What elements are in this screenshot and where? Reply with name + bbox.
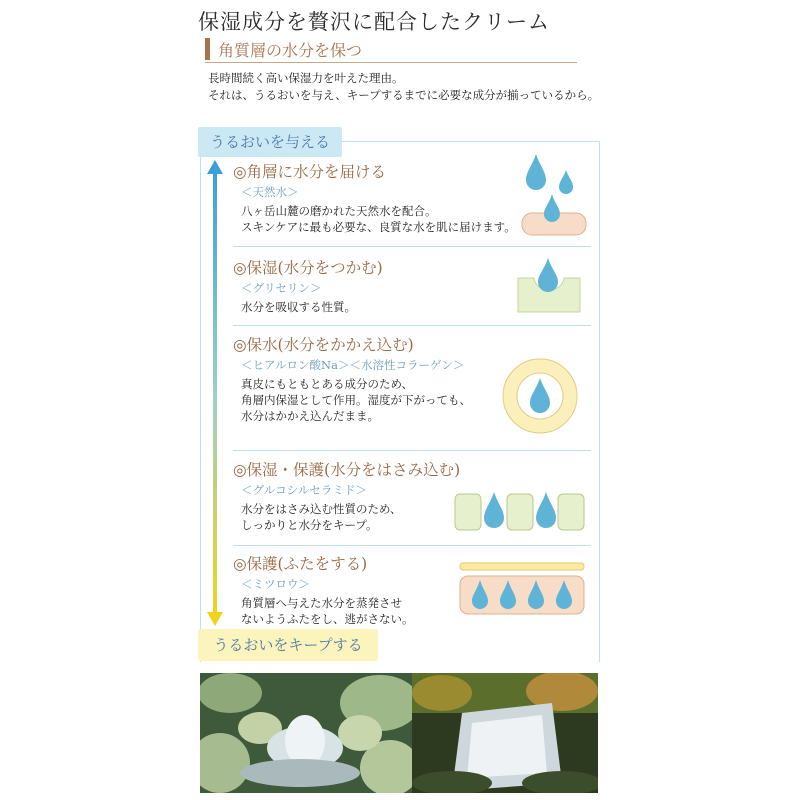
section-title: ◎保水(水分をかかえ込む) [233, 336, 414, 354]
section-divider [233, 246, 591, 247]
section-glycerin [233, 256, 383, 315]
nature-photos [200, 673, 598, 793]
intro-line-1: 長時間続く高い保湿力を叶えた理由。 [208, 71, 404, 85]
section-description [241, 501, 460, 533]
section-description [241, 595, 414, 627]
section-divider [233, 450, 591, 451]
ingredient-label: ＜グルコシルセラミド＞ [241, 483, 367, 497]
hyaluronic-ring-illustration [500, 356, 580, 436]
ingredient-label: ＜ミツロウ＞ [241, 577, 310, 591]
intro-line-2: それは、うるおいを与え、キープするまでに必要な成分が揃っているから。 [208, 88, 600, 102]
section-divider [233, 325, 591, 326]
section-divider [233, 545, 591, 546]
description-line: 水分をはさみ込む性質のため、 [241, 502, 402, 516]
section-header [205, 36, 577, 63]
description-line: 角層内保湿として作用。湿度が下がっても、 [241, 393, 471, 407]
section-header-title: 角質層の水分を保つ [218, 41, 363, 60]
description-line: スキンケアに最も必要な、良質な水を肌に届けます。 [241, 220, 516, 234]
section-beeswax [233, 552, 414, 627]
description-line: 八ヶ岳山麓の磨かれた天然水を配合。 [241, 204, 437, 218]
section-title: ◎保湿(水分をつかむ) [233, 259, 383, 277]
label-keep-moisture: うるおいをキープする [198, 629, 378, 661]
section-description [241, 299, 383, 315]
beeswax-lid-illustration [458, 560, 586, 618]
description-line: 角質層へ与えた水分を蒸発させ [241, 596, 402, 610]
section-description [241, 203, 516, 235]
description-line: 水分はかかえ込んだまま。 [241, 409, 379, 423]
description-line: しっかりと水分をキープ。 [241, 518, 378, 532]
section-title: ◎保湿・保護(水分をはさみ込む) [233, 461, 461, 479]
header-accent-bar [205, 38, 210, 60]
description-line: 水分を吸収する性質。 [241, 300, 356, 314]
ingredient-label: ＜グリセリン＞ [241, 281, 322, 295]
section-description [241, 376, 471, 424]
ingredient-label: ＜天然水＞ [241, 185, 299, 199]
waterfall-photo [412, 673, 598, 793]
double-arrow-icon [200, 158, 230, 628]
ingredient-label: ＜ヒアルロン酸Na＞＜水溶性コラーゲン＞ [241, 358, 465, 372]
page-title: 保湿成分を贅沢に配合したクリーム [198, 10, 550, 34]
intro-text [208, 70, 599, 104]
section-ceramide [233, 458, 460, 533]
ceramide-illustration [452, 488, 587, 534]
water-drops-illustration [518, 150, 590, 240]
section-title: ◎角層に水分を届ける [233, 163, 387, 181]
glycerin-illustration [514, 256, 584, 316]
section-title: ◎保護(ふたをする) [233, 555, 368, 573]
spring-water-photo [200, 673, 412, 793]
section-hyaluronic [233, 333, 471, 424]
section-deliver-water [233, 160, 516, 235]
description-line: ないようふたをし、逃がさない。 [241, 612, 414, 626]
label-moisturize: うるおいを与える [198, 127, 342, 157]
description-line: 真皮にもともとある成分のため、 [241, 377, 414, 391]
